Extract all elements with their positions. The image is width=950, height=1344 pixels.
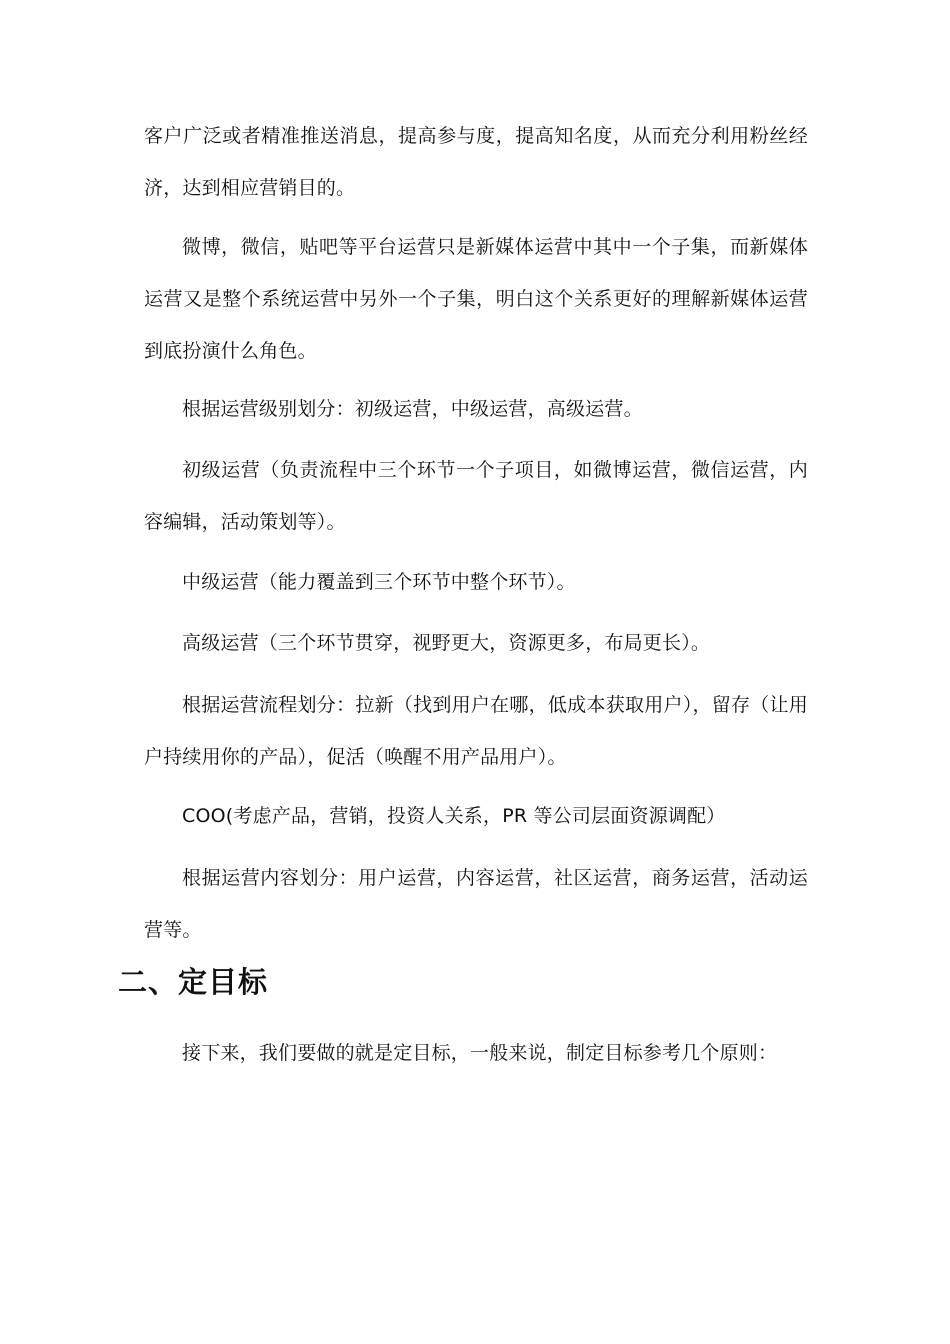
paragraph-8: COO(考虑产品，营销，投资人关系，PR 等公司层面资源调配） [182,805,726,827]
paragraph-5: 中级运营（能力覆盖到三个环节中整个环节）。 [182,571,576,593]
paragraph-6: 高级运营（三个环节贯穿，视野更大，资源更多，布局更长）。 [182,632,711,654]
paragraph-2: 微博，微信，贴吧等平台运营只是新媒体运营中其中一个子集，而新媒体运营又是整个系统运营中另外一个子集，明白这个关系更好的理解新媒体运营到底扮演什么角色。 [144,236,808,362]
paragraph-after-heading: 接下来，我们要做的就是定目标，一般来说，制定目标参考几个原则： [182,1042,778,1064]
section-heading: 二、定目标 [118,965,269,999]
paragraph-1: 客户广泛或者精准推送消息，提高参与度，提高知名度，从而充分利用粉丝经济，达到相应营销目的。 [144,125,808,199]
paragraph-3: 根据运营级别划分：初级运营，中级运营，高级运营。 [182,398,643,420]
paragraph-9: 根据运营内容划分：用户运营，内容运营，社区运营，商务运营，活动运营等。 [144,867,808,941]
paragraph-7: 根据运营流程划分：拉新（找到用户在哪，低成本获取用户），留存（让用户持续用你的产品），促活（唤醒不用产品用户）。 [144,694,808,768]
paragraph-4: 初级运营（负责流程中三个环节一个子项目，如微博运营，微信运营，内容编辑，活动策划等）。 [144,459,808,533]
